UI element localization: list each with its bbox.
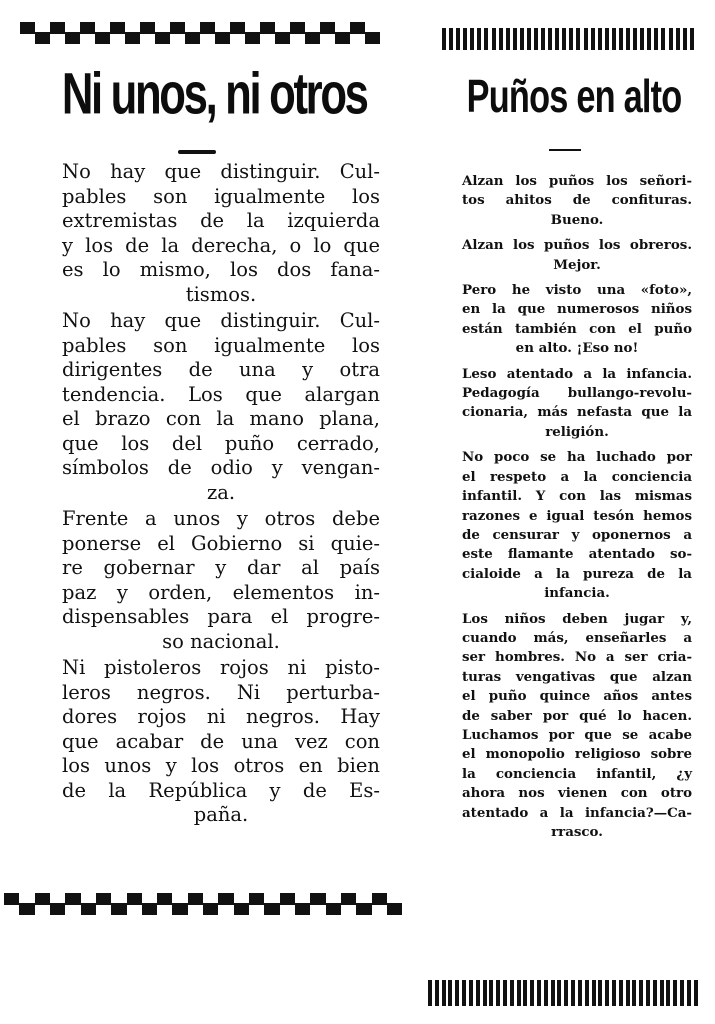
bar-stroke — [654, 28, 658, 50]
bar-stroke — [626, 28, 630, 50]
text-line: de censurar y oponernos a — [462, 526, 692, 543]
bar-stroke — [499, 28, 503, 50]
text-line: rrasco. — [551, 824, 603, 840]
checker-cell — [80, 22, 95, 44]
text-line: cionaria, más nefasta que la — [462, 404, 692, 421]
bar-stroke — [661, 28, 665, 50]
bar-stroke — [639, 980, 643, 1006]
paragraph — [462, 365, 692, 443]
bar-stroke — [544, 980, 548, 1006]
text-line: No hay que distinguir. Cul- — [62, 309, 380, 332]
checker-cell — [245, 22, 260, 44]
bar-stroke — [687, 980, 691, 1006]
bar-stroke — [690, 28, 694, 50]
text-line: el puño quince años antes — [462, 688, 692, 705]
checker-cell — [341, 893, 356, 915]
bar-stroke — [449, 28, 453, 50]
paragraph — [462, 448, 692, 603]
bar-stroke — [428, 980, 432, 1006]
bar-stroke — [517, 980, 521, 1006]
bar-stroke — [469, 980, 473, 1006]
checker-cell — [188, 893, 203, 915]
bar-stroke — [585, 980, 589, 1006]
text-line: tos ahitos de confituras. — [462, 192, 692, 209]
bar-stroke — [476, 980, 480, 1006]
checker-cell — [280, 893, 295, 915]
checker-cell — [215, 22, 230, 44]
bar-stroke — [569, 28, 573, 50]
bar-stroke — [455, 980, 459, 1006]
bar-stroke — [660, 980, 664, 1006]
checker-cell — [111, 893, 126, 915]
paragraph — [62, 656, 380, 828]
bar-stroke — [626, 980, 630, 1006]
bar-stroke — [592, 980, 596, 1006]
text-line: es lo mismo, los dos fana- — [62, 258, 380, 281]
bar-stroke — [456, 28, 460, 50]
checker-cell — [65, 893, 80, 915]
checkered-border-bottom — [4, 893, 402, 915]
text-line: Pedagogía bullango-revolu- — [462, 385, 692, 402]
bar-stroke — [562, 28, 566, 50]
bar-stroke — [530, 980, 534, 1006]
bar-stroke — [551, 980, 555, 1006]
right-article — [418, 0, 715, 1024]
bar-border-top — [442, 28, 694, 50]
checker-cell — [142, 893, 157, 915]
checker-cell — [125, 22, 140, 44]
checker-cell — [326, 893, 341, 915]
checker-cell — [275, 22, 290, 44]
text-line: están también con el puño — [462, 320, 692, 337]
paragraph — [62, 160, 380, 307]
text-line: de la República y de Es- — [62, 778, 380, 802]
bar-stroke — [503, 980, 507, 1006]
bar-stroke — [520, 28, 524, 50]
checker-cell — [320, 22, 335, 44]
checkered-border-top — [20, 22, 380, 44]
bar-stroke — [605, 980, 609, 1006]
paragraph — [462, 281, 692, 359]
checker-cell — [203, 893, 218, 915]
bar-stroke — [633, 28, 637, 50]
bar-stroke — [489, 980, 493, 1006]
text-line: Alzan los puños los obreros. — [462, 237, 692, 254]
bar-stroke — [513, 28, 517, 50]
text-line: paz y orden, elementos in- — [62, 580, 380, 604]
checker-cell — [110, 22, 125, 44]
checker-cell — [260, 22, 275, 44]
checker-cell — [140, 22, 155, 44]
text-line: dores rojos ni negros. Hay — [62, 705, 380, 728]
checker-cell — [95, 22, 110, 44]
text-line: so nacional. — [162, 629, 280, 653]
paragraph — [462, 610, 692, 843]
text-line: dispensables para el progre- — [62, 605, 380, 628]
bar-stroke — [483, 980, 487, 1006]
bar-stroke — [442, 980, 446, 1006]
bar-stroke — [612, 28, 616, 50]
paragraph — [62, 507, 380, 654]
bar-stroke — [571, 980, 575, 1006]
bar-stroke — [477, 28, 481, 50]
checker-cell — [157, 893, 172, 915]
checker-cell — [295, 893, 310, 915]
bar-stroke — [591, 28, 595, 50]
bar-stroke — [619, 28, 623, 50]
checker-cell — [19, 893, 34, 915]
paragraph — [462, 236, 692, 275]
text-line: el brazo con la mano plana, — [62, 407, 380, 430]
checker-cell — [172, 893, 187, 915]
checker-cell — [335, 22, 350, 44]
text-line: Los niños deben jugar y, — [462, 610, 692, 627]
bar-stroke — [484, 28, 488, 50]
text-line: que acabar de una vez con — [62, 729, 380, 753]
checker-cell — [127, 893, 142, 915]
text-line: cuando más, enseñarles a — [462, 629, 692, 646]
text-line: ponerse el Gobierno si quie- — [62, 531, 380, 555]
text-line: paña. — [193, 803, 249, 826]
bar-stroke — [612, 980, 616, 1006]
checker-cell — [65, 22, 80, 44]
bar-stroke — [598, 28, 602, 50]
text-line: en alto. ¡Eso no! — [515, 340, 639, 357]
text-line: atentado a la infancia?—Ca- — [462, 804, 692, 821]
bar-stroke — [523, 980, 527, 1006]
checker-cell — [170, 22, 185, 44]
right-article-body — [462, 172, 692, 848]
checker-cell — [35, 22, 50, 44]
bar-stroke — [557, 980, 561, 1006]
text-line: za. — [206, 480, 236, 504]
text-line: Pero he visto una «foto», — [462, 282, 692, 299]
text-line: símbolos de odio y vengan- — [62, 456, 380, 479]
text-line: leros negros. Ni perturba- — [62, 680, 380, 704]
checker-cell — [20, 22, 35, 44]
bar-stroke — [492, 28, 496, 50]
text-line: Leso atentado a la infancia. — [462, 365, 692, 382]
text-line: que los del puño cerrado, — [62, 431, 380, 455]
text-line: ahora nos vienen con otro — [462, 785, 692, 802]
bar-stroke — [646, 980, 650, 1006]
bar-stroke — [463, 28, 467, 50]
bar-stroke — [666, 980, 670, 1006]
bar-stroke — [527, 28, 531, 50]
left-title-divider — [178, 150, 216, 154]
bar-stroke — [537, 980, 541, 1006]
bar-stroke — [676, 28, 680, 50]
bar-stroke — [462, 980, 466, 1006]
bar-stroke — [673, 980, 677, 1006]
bar-stroke — [510, 980, 514, 1006]
paragraph — [62, 309, 380, 505]
text-line: re gobernar y dar al país — [62, 556, 380, 579]
text-line: No hay que distinguir. Cul- — [62, 160, 380, 183]
bar-stroke — [555, 28, 559, 50]
checker-cell — [50, 893, 65, 915]
checker-cell — [264, 893, 279, 915]
bar-stroke — [564, 980, 568, 1006]
text-line: extremistas de la izquierda — [62, 209, 380, 232]
bar-stroke — [442, 28, 446, 50]
text-line: en la que numerosos niños — [462, 301, 692, 318]
bar-stroke — [584, 28, 588, 50]
text-line: dirigentes de una y otra — [62, 358, 380, 381]
text-line: infancia. — [544, 585, 610, 602]
bar-stroke — [640, 28, 644, 50]
checker-cell — [50, 22, 65, 44]
bar-stroke — [548, 28, 552, 50]
bar-stroke — [576, 28, 580, 50]
text-line: Mejor. — [553, 256, 601, 273]
text-line: Frente a unos y otros debe — [62, 507, 380, 530]
text-line: pables son igualmente los — [62, 333, 380, 357]
checker-cell — [310, 893, 325, 915]
bar-stroke — [680, 980, 684, 1006]
bar-stroke — [669, 28, 673, 50]
text-line: No poco se ha luchado por — [462, 449, 692, 466]
checker-cell — [4, 893, 19, 915]
bar-stroke — [598, 980, 602, 1006]
checker-cell — [387, 893, 402, 915]
bar-stroke — [647, 28, 651, 50]
text-line: los unos y los otros en bien — [62, 754, 380, 777]
checker-cell — [200, 22, 215, 44]
bar-stroke — [506, 28, 510, 50]
bar-stroke — [683, 28, 687, 50]
text-line: pables son igualmente los — [62, 184, 380, 208]
text-line: Luchamos por que se acabe — [462, 726, 692, 743]
bar-stroke — [534, 28, 538, 50]
text-line: turas vengativas que alzan — [462, 668, 692, 685]
checker-cell — [249, 893, 264, 915]
text-line: de saber por qué lo hacen. — [462, 707, 692, 724]
text-line: Bueno. — [550, 211, 604, 228]
bar-stroke — [496, 980, 500, 1006]
text-line: el monopolio religioso sobre — [462, 746, 692, 763]
checker-cell — [350, 22, 365, 44]
checker-cell — [96, 893, 111, 915]
checker-cell — [230, 22, 245, 44]
checker-cell — [365, 22, 380, 44]
bar-stroke — [694, 980, 698, 1006]
bar-stroke — [541, 28, 545, 50]
bar-stroke — [605, 28, 609, 50]
bar-border-bottom — [428, 980, 698, 1006]
bar-stroke — [619, 980, 623, 1006]
text-line: tismos. — [185, 282, 257, 306]
bar-stroke — [448, 980, 452, 1006]
checker-cell — [81, 893, 96, 915]
checker-cell — [155, 22, 170, 44]
checker-cell — [305, 22, 320, 44]
text-line: Alzan los puños los señori- — [462, 173, 692, 189]
checker-cell — [35, 893, 50, 915]
bar-stroke — [578, 980, 582, 1006]
left-article-title: Ni unos, ni otros — [61, 60, 367, 127]
right-article-title: Puños en alto — [466, 71, 682, 123]
left-article-body — [62, 160, 380, 830]
text-line: Ni pistoleros rojos ni pisto- — [62, 656, 380, 679]
checker-cell — [185, 22, 200, 44]
text-line: tendencia. Los que alargan — [62, 382, 380, 406]
checker-cell — [290, 22, 305, 44]
text-line: cialoide a la pureza de la — [462, 565, 692, 582]
bar-stroke — [653, 980, 657, 1006]
text-line: la conciencia infantil, ¿y — [462, 765, 692, 782]
checker-cell — [234, 893, 249, 915]
paragraph — [462, 172, 692, 230]
checker-cell — [218, 893, 233, 915]
checker-cell — [356, 893, 371, 915]
text-line: infantil. Y con las mismas — [462, 488, 692, 505]
text-line: y los de la derecha, o lo que — [62, 233, 380, 257]
text-line: religión. — [545, 423, 609, 440]
text-line: ser hombres. No a ser cria- — [462, 649, 692, 666]
bar-stroke — [470, 28, 474, 50]
text-line: el respeto a la conciencia — [462, 468, 692, 485]
bar-stroke — [632, 980, 636, 1006]
checker-cell — [372, 893, 387, 915]
text-line: razones e igual tesón hemos — [462, 507, 692, 524]
right-title-divider — [549, 149, 581, 151]
text-line: este flamante atentado so- — [462, 546, 692, 563]
bar-stroke — [435, 980, 439, 1006]
